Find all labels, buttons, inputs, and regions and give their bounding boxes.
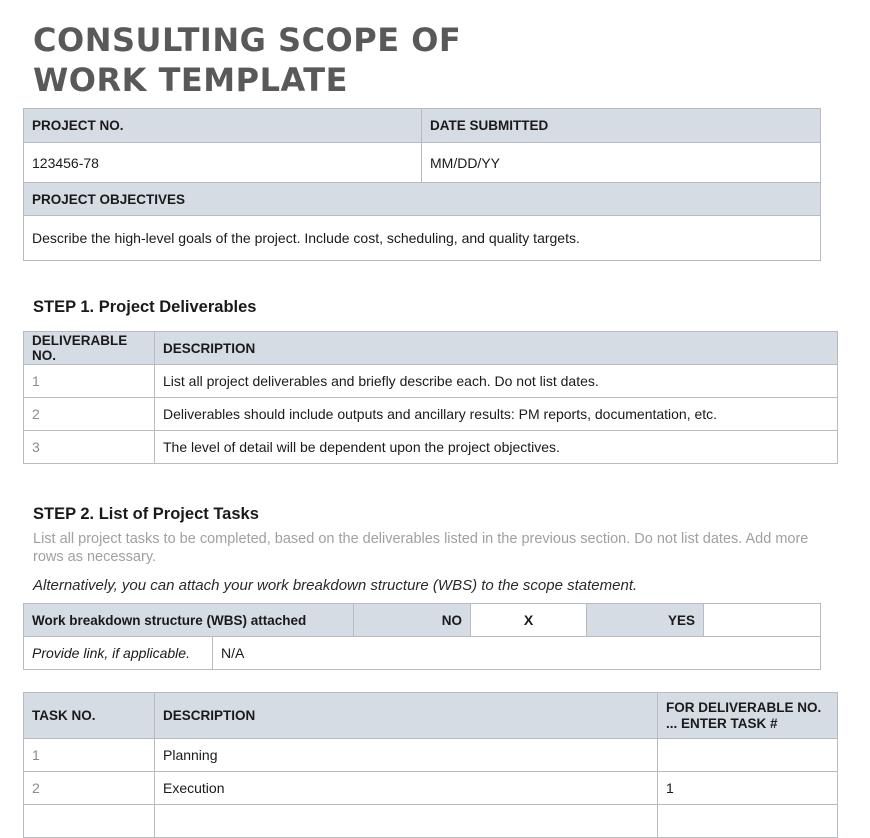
table-row [24,739,838,772]
project-info-table [23,108,821,261]
task-deliverable-cell[interactable] [658,805,838,838]
task-no-cell[interactable] [24,805,155,838]
tasks-table [23,692,838,838]
wbs-no-label: NO [354,604,471,637]
title-line-1: CONSULTING SCOPE OF [33,21,462,59]
project-no-value[interactable]: 123456-78 [24,143,422,183]
deliverables-table [23,331,838,464]
task-no-cell[interactable]: 1 [24,739,155,772]
deliverable-description-cell[interactable]: List all project deliverables and briefly describe each. Do not list dates. [155,365,838,398]
wbs-yes-label: YES [587,604,704,637]
deliverable-description-cell[interactable]: Deliverables should include outputs and ancillary results: PM reports, documentation, etc. [155,398,838,431]
task-description-cell[interactable]: Execution [155,772,658,805]
wbs-yes-checkbox[interactable] [704,604,821,637]
date-submitted-value[interactable]: MM/DD/YY [422,143,821,183]
project-objectives-value[interactable]: Describe the high-level goals of the project. Include cost, scheduling, and quality targets. [24,216,821,261]
wbs-no-checkbox[interactable]: X [471,604,587,637]
step2-instructions: List all project tasks to be completed, based on the deliverables listed in the previous section. Do not list dates. Add more rows as necessary. [33,531,809,565]
task-description-cell[interactable]: Planning [155,739,658,772]
date-submitted-label: DATE SUBMITTED [422,109,821,143]
table-row [24,431,838,464]
title-line-2: WORK TEMPLATE [33,61,348,99]
deliverable-description-header: DESCRIPTION [155,332,838,365]
table-row [24,805,838,838]
project-objectives-label: PROJECT OBJECTIVES [24,183,821,216]
deliverable-description-cell[interactable]: The level of detail will be dependent upon the project objectives. [155,431,838,464]
task-no-header: TASK NO. [24,693,155,739]
wbs-link-value[interactable]: N/A [213,637,821,670]
wbs-alternative-note: Alternatively, you can attach your work breakdown structure (WBS) to the scope statement. [33,577,638,594]
wbs-table [23,603,821,670]
step1-heading: STEP 1. Project Deliverables [33,298,257,316]
wbs-attached-label: Work breakdown structure (WBS) attached [24,604,354,637]
task-deliverable-cell[interactable]: 1 [658,772,838,805]
task-no-cell[interactable]: 2 [24,772,155,805]
task-description-cell[interactable] [155,805,658,838]
project-no-label: PROJECT NO. [24,109,422,143]
deliverable-no-cell[interactable]: 2 [24,398,155,431]
deliverable-no-cell[interactable]: 1 [24,365,155,398]
task-description-header: DESCRIPTION [155,693,658,739]
deliverable-no-header: DELIVERABLE NO. [24,332,155,365]
document-title [33,20,461,100]
task-deliverable-header: FOR DELIVERABLE NO. ... ENTER TASK # [658,693,838,739]
step2-heading: STEP 2. List of Project Tasks [33,505,259,523]
table-row [24,365,838,398]
wbs-link-label: Provide link, if applicable. [24,637,213,670]
table-row [24,772,838,805]
task-deliverable-cell[interactable] [658,739,838,772]
table-row [24,398,838,431]
deliverable-no-cell[interactable]: 3 [24,431,155,464]
